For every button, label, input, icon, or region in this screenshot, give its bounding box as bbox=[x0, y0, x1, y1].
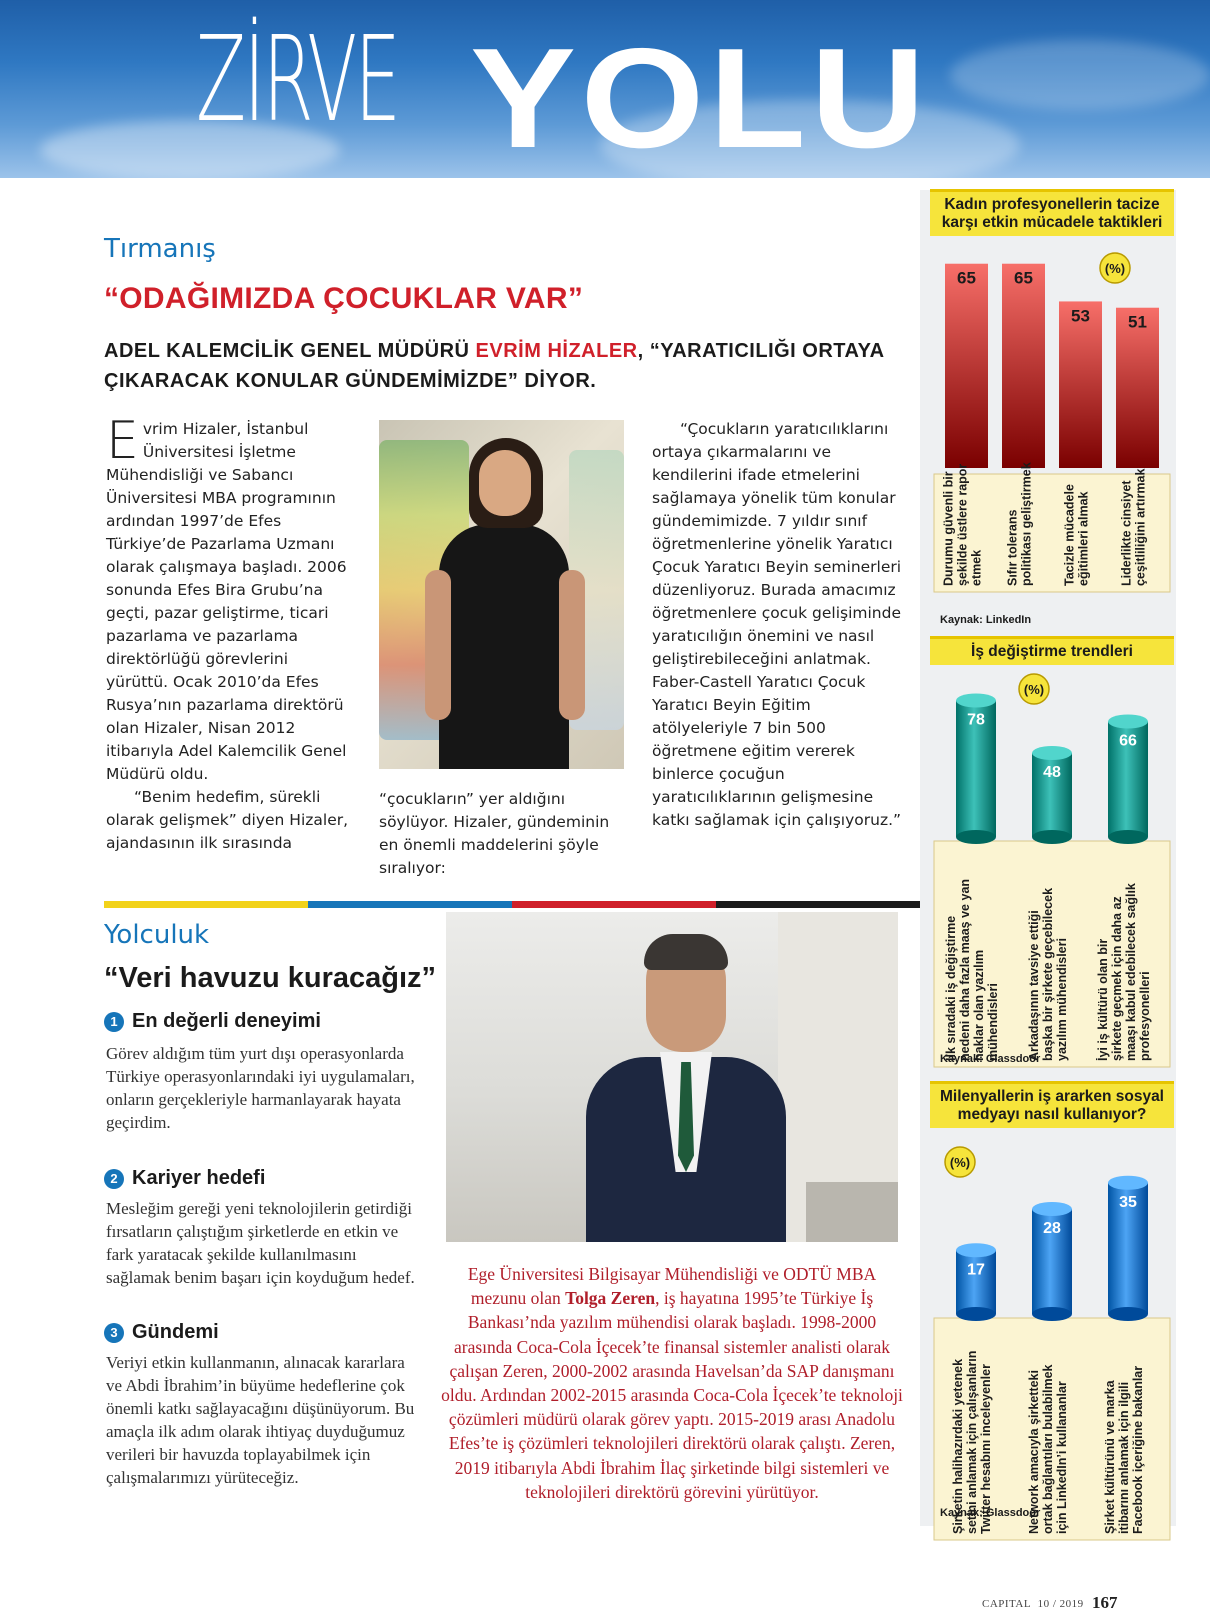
category-label-line: şirkete geçmek için daha az bbox=[1110, 896, 1124, 1061]
article1-column-3 bbox=[652, 418, 904, 832]
bar-base bbox=[1032, 1307, 1072, 1321]
bar bbox=[1059, 301, 1102, 468]
magazine-name: CAPITAL bbox=[982, 1598, 1032, 1610]
bar bbox=[1002, 264, 1045, 468]
evrim-hizaler-photo bbox=[379, 420, 624, 769]
person-silhouette bbox=[439, 524, 569, 769]
section-label-tirmanis: Tırmanış bbox=[104, 234, 216, 264]
person-arm bbox=[559, 570, 585, 720]
bar-top bbox=[956, 1243, 996, 1257]
article2-headline: “Veri havuzu kuracağız” bbox=[104, 962, 437, 994]
chart-source: Kaynak: LinkedIn bbox=[940, 614, 1032, 626]
article1-dek bbox=[104, 336, 884, 396]
page-number: 167 bbox=[1092, 1593, 1118, 1612]
qa-heading-text: Kariyer hedefi bbox=[132, 1167, 266, 1189]
desk-background bbox=[806, 1182, 898, 1242]
chart-title: Kadın profesyonellerin tacize karşı etkin mücadele taktikleri bbox=[930, 189, 1174, 236]
article1-headline: “ODAĞIMIZDA ÇOCUKLAR VAR” bbox=[104, 282, 584, 315]
chart-plot bbox=[930, 236, 1174, 598]
qa-heading bbox=[104, 1321, 219, 1344]
number-badge: 2 bbox=[104, 1169, 124, 1189]
bar bbox=[945, 264, 988, 468]
bar-top bbox=[1108, 1176, 1148, 1190]
category-label-line: itibarını anlamak için ilgili bbox=[1117, 1381, 1131, 1534]
bar-value-label: 66 bbox=[1119, 732, 1137, 750]
category-label-line: Arkadaşının tavsiye ettiği bbox=[1027, 910, 1041, 1061]
article1-column-1 bbox=[106, 411, 351, 855]
category-label-line: mühendisleri bbox=[986, 983, 1000, 1061]
chart-harassment-tactics bbox=[930, 189, 1174, 598]
caption-text-end: , iş hayatına 1995’te Türkiye İş Bankası’nda yazılım mühendisi olarak başladı. 1998-2000 arasında Coca-Cola İçecek’te finansal sistemler analisti olarak çalışan Zeren, 2000-2002 arasında Havelsan’da SAP danışmanı oldu. Ardından 2002-2015 arasında Coca-Cola İçecek’te teknoloji çözümleri müdürü olarak görev yaptı. 2015-2019 arası Anadolu Efes’te iş çözümleri teknolojileri direktörü olarak çalıştı. Zeren, 2019 itibarıyla Abdi İbrahim İlaç şirketinde bilgi sistemleri ve teknolojileri direktörü görevini yürütüyor. bbox=[441, 1288, 903, 1502]
article1-paragraph: “Benim hedefim, sürekli olarak gelişmek” diyen Hizaler, ajandasının ilk sırasında bbox=[106, 788, 349, 852]
category-label-line: şekilde üstlere rapor bbox=[955, 463, 970, 586]
category-label-line: İyi iş kültürü olan bir bbox=[1096, 938, 1110, 1061]
category-label-line: çeşitliliğini artırmak bbox=[1133, 468, 1148, 586]
bar bbox=[956, 1250, 996, 1314]
bar-top bbox=[956, 694, 996, 708]
chart-job-change-trends bbox=[930, 636, 1174, 1073]
category-label-line: ortak bağlantıları bulabilmek bbox=[1041, 1364, 1055, 1534]
category-label-line: İlk sıradaki iş değiştirme bbox=[944, 915, 958, 1061]
category-label-line: Durumu güvenli bir bbox=[941, 471, 956, 586]
bar-top bbox=[1032, 746, 1072, 760]
category-label-line: eğitimleri almak bbox=[1076, 491, 1091, 586]
bar bbox=[1116, 308, 1159, 468]
category-label-line: haklar olan yazılım bbox=[972, 949, 986, 1061]
masthead-title-thin: ZİRVE bbox=[196, 10, 399, 148]
bar-base bbox=[1108, 1307, 1148, 1321]
bar-value-label: 48 bbox=[1043, 764, 1061, 781]
person-face bbox=[479, 450, 531, 516]
drop-cap: E bbox=[106, 411, 139, 471]
bar-value-label: 35 bbox=[1119, 1193, 1137, 1211]
caption-text: Ege Üniversitesi Bilgisayar Mühendisliği ve ODTÜ MBA mezunu olan bbox=[467, 1264, 877, 1309]
chart-title: İş değiştirme trendleri bbox=[930, 636, 1174, 665]
qa-answer: Mesleğim gereği yeni teknolojilerin getirdiği fırsatların çalıştığım şirketlerde en etkin ve fark yaratacak şekilde kullanılmasını sağlamak benim başarı için koyduğum hedef. bbox=[106, 1199, 415, 1287]
unit-label: (%) bbox=[1023, 682, 1045, 697]
category-label-line: maaşı kabul edebilecek sağlık bbox=[1124, 883, 1138, 1061]
bar-value-label: 65 bbox=[1014, 268, 1033, 288]
chart-source: Kaynak: Glassdoor bbox=[940, 1507, 1041, 1519]
category-label bbox=[1063, 484, 1091, 586]
category-label-line: Şirketin halihazırdaki yetenek bbox=[951, 1358, 965, 1534]
page-footer bbox=[982, 1598, 1084, 1610]
unit-label: (%) bbox=[1104, 261, 1126, 276]
category-label-line: yazılım mühendisleri bbox=[1055, 938, 1069, 1061]
bar-top bbox=[1108, 715, 1148, 729]
section-label-yolculuk: Yolculuk bbox=[104, 920, 210, 950]
masthead-title-bold: YOLU bbox=[470, 19, 930, 178]
category-label-line: Liderlikte cinsiyet bbox=[1119, 480, 1134, 586]
bar-value-label: 65 bbox=[957, 268, 976, 288]
number-badge: 3 bbox=[104, 1323, 124, 1343]
article1-quote: “Çocukların yaratıcılıklarını ortaya çıkarmalarını ve kendilerini ifade etmelerini sağlamaya yönelik tüm konular gündemimizde. 7 yıldır sınıf öğretmenlerine yönelik Yaratıcı Çocuk Yaratıcı Beyin seminerleri düzenliyoruz. Burada amacımız öğretmenlere çocuk gelişiminde yaratıcılığın önemini ve nasıl geliştirebileceğini anlatmak. Faber-Castell Yaratıcı Çocuk Yaratıcı Beyin Eğitim atölyeleriyle 7 bin 500 öğretmene eğitim vererek binlerce çocuğun yaratıcılıklarının gelişmesine katkı sağlamak için çalışıyoruz.” bbox=[652, 420, 902, 829]
person-arm bbox=[425, 570, 451, 720]
masthead-banner bbox=[0, 0, 1210, 178]
category-label-line: politikası geliştirmek bbox=[1019, 462, 1034, 586]
cloud-decoration bbox=[950, 40, 1210, 110]
caption-person-name: Tolga Zeren bbox=[565, 1288, 656, 1309]
category-label-line: Twitter hesabını inceleyenler bbox=[979, 1364, 993, 1534]
tolga-zeren-photo bbox=[446, 912, 898, 1242]
qa-heading bbox=[104, 1010, 321, 1033]
qa-heading-text: Gündemi bbox=[132, 1321, 219, 1343]
bar-top bbox=[1032, 1202, 1072, 1216]
chart-plot bbox=[930, 1128, 1174, 1546]
bar-value-label: 78 bbox=[967, 711, 985, 729]
chart-millennials-social-media bbox=[930, 1081, 1174, 1546]
chart-plot bbox=[930, 665, 1174, 1073]
bar-value-label: 28 bbox=[1043, 1220, 1061, 1237]
divider-segment bbox=[104, 901, 308, 908]
dek-person-name: EVRİM HİZALER bbox=[475, 340, 638, 362]
dek-text-end: , “YARATICILIĞI ORTAYA ÇIKARACAK KONULAR GÜNDEMİMİZDE” DİYOR. bbox=[104, 340, 884, 392]
category-label-line: Network amacıyla şirketteki bbox=[1027, 1370, 1041, 1534]
category-label-line: Tacizle mücadele bbox=[1062, 484, 1077, 586]
divider-segment bbox=[308, 901, 512, 908]
category-label-line: Facebook içeriğine bakanlar bbox=[1131, 1365, 1145, 1534]
unit-label: (%) bbox=[949, 1155, 971, 1170]
category-label bbox=[1120, 469, 1148, 586]
qa-answer: Veriyi etkin kullanmanın, alınacak kararlara ve Abdi İbrahim’in büyüme hedeflerine çok önemli katkı sağlayacağını düşünüyorum. Bu amaçla ilk adım olarak ihtiyaç duyduğumuz verileri bir havuzda toplayabilmek için çalışmalarımızı yürüteceğiz. bbox=[106, 1353, 415, 1487]
bar-value-label: 51 bbox=[1128, 312, 1147, 332]
divider-segment bbox=[512, 901, 716, 908]
category-label-line: Şirket kültürünü ve marka bbox=[1103, 1380, 1117, 1534]
category-label-line: Sıfır tolerans bbox=[1005, 509, 1020, 586]
divider-segment bbox=[716, 901, 920, 908]
paragraph-text: vrim Hizaler, İstanbul Üniversitesi İşletme Mühendisliği ve Sabancı Üniversitesi MBA programının ardından 1997’de Efes Türkiye’de Pazarlama Uzmanı olarak çalışmaya başladı. 2006 sonunda Efes Bira Grubu’na geçti, pazar geliştirme, ticari pazarlama ve pazarlama direktörlüğü görevlerini yürüttü. Ocak 2010’da Efes Rusya’nın pazarlama direktörü olan Hizaler, Nisan 2012 itibarıyla Adel Kalemcilik Genel Müdürü oldu. bbox=[106, 420, 347, 783]
qa-heading-text: En değerli deneyimi bbox=[132, 1010, 321, 1032]
chart-source: Kaynak: Glassdoor bbox=[940, 1053, 1041, 1065]
bar-base bbox=[956, 1307, 996, 1321]
category-label-line: için LinkedIn’i kullananlar bbox=[1055, 1381, 1069, 1534]
dek-text: ADEL KALEMCİLİK GENEL MÜDÜRÜ bbox=[104, 340, 476, 362]
qa-answer: Görev aldığım tüm yurt dışı operasyonlarda Türkiye operasyonlarındaki iyi uygulamaları, onların gerçekleriyle harmanlayarak hayata geçirdim. bbox=[106, 1044, 415, 1132]
category-label-line: profesyonelleri bbox=[1138, 971, 1152, 1061]
bar-value-label: 53 bbox=[1071, 306, 1090, 326]
category-label-line: başka bir şirkete geçebilecek bbox=[1041, 887, 1055, 1061]
category-label-line: nedeni daha fazla maaş ve yan bbox=[958, 878, 972, 1061]
category-label bbox=[1103, 1366, 1145, 1534]
bar-value-label: 17 bbox=[967, 1261, 985, 1279]
bar-base bbox=[956, 830, 996, 844]
article1-column-2 bbox=[379, 788, 629, 880]
qa-heading bbox=[104, 1167, 265, 1190]
color-divider bbox=[104, 901, 920, 908]
bar-base bbox=[1032, 830, 1072, 844]
category-label-line: etmek bbox=[969, 549, 984, 586]
number-badge: 1 bbox=[104, 1012, 124, 1032]
bar-base bbox=[1108, 830, 1148, 844]
article1-paragraph: “çocukların” yer aldığını söylüyor. Hizaler, gündeminin en önemli maddelerini şöyle sıralıyor: bbox=[379, 790, 610, 877]
category-label-line: setini anlamak için çalışanların bbox=[965, 1350, 979, 1534]
article1-paragraph bbox=[106, 411, 351, 786]
photo-caption bbox=[440, 1262, 904, 1504]
person-hair bbox=[644, 934, 728, 970]
issue-date: 10 / 2019 bbox=[1037, 1598, 1084, 1610]
chart-title: Milenyallerin iş ararken sosyal medyayı nasıl kullanıyor? bbox=[930, 1081, 1174, 1128]
